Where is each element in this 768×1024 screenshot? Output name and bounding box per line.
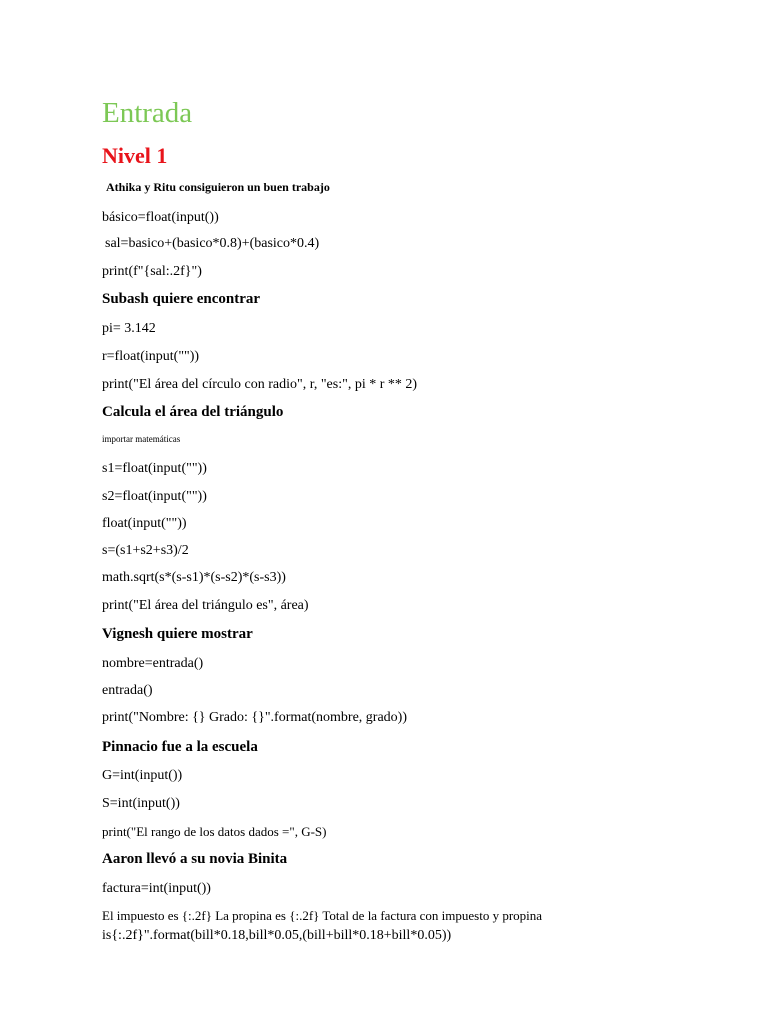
code-line: r=float(input("")) [102,349,200,364]
intro-text: Athika y Ritu consiguieron un buen trabajo [106,180,330,194]
code-line: S=int(input()) [102,796,180,811]
document-title: Entrada [102,97,193,129]
section-heading: Calcula el área del triángulo [102,404,284,420]
code-line: pi= 3.142 [102,321,156,336]
section-heading: Aaron llevó a su novia Binita [102,851,288,867]
code-line: print("Nombre: {} Grado: {}".format(nombre, grado)) [102,710,407,725]
level-heading: Nivel 1 [102,143,168,168]
code-line: s1=float(input("")) [102,461,207,476]
code-line: s=(s1+s2+s3)/2 [102,543,189,558]
code-line: s2=float(input("")) [102,489,207,504]
code-line: entrada() [102,683,153,698]
code-line: print(f"{sal:.2f}") [102,264,202,279]
code-line: nombre=entrada() [102,656,204,671]
code-line: sal=basico+(basico*0.8)+(basico*0.4) [105,236,320,251]
code-line: is{:.2f}".format(bill*0.18,bill*0.05,(bill+bill*0.18+bill*0.05)) [102,928,452,943]
code-line: factura=int(input()) [102,881,211,896]
code-line: El impuesto es {:.2f} La propina es {:.2f} Total de la factura con impuesto y propina [102,908,543,923]
code-line: math.sqrt(s*(s-s1)*(s-s2)*(s-s3)) [102,570,286,585]
note-text: importar matemáticas [102,434,181,444]
code-line: G=int(input()) [102,768,183,783]
code-line: print("El área del círculo con radio", r, "es:", pi * r ** 2) [102,377,418,392]
code-line: print("El rango de los datos dados =", G-S) [102,824,327,839]
code-line: float(input("")) [102,516,187,531]
section-heading: Vignesh quiere mostrar [102,626,253,642]
section-heading: Pinnacio fue a la escuela [102,739,258,755]
code-line: básico=float(input()) [102,210,219,225]
code-line: print("El área del triángulo es", área) [102,598,309,613]
section-heading: Subash quiere encontrar [102,291,261,307]
